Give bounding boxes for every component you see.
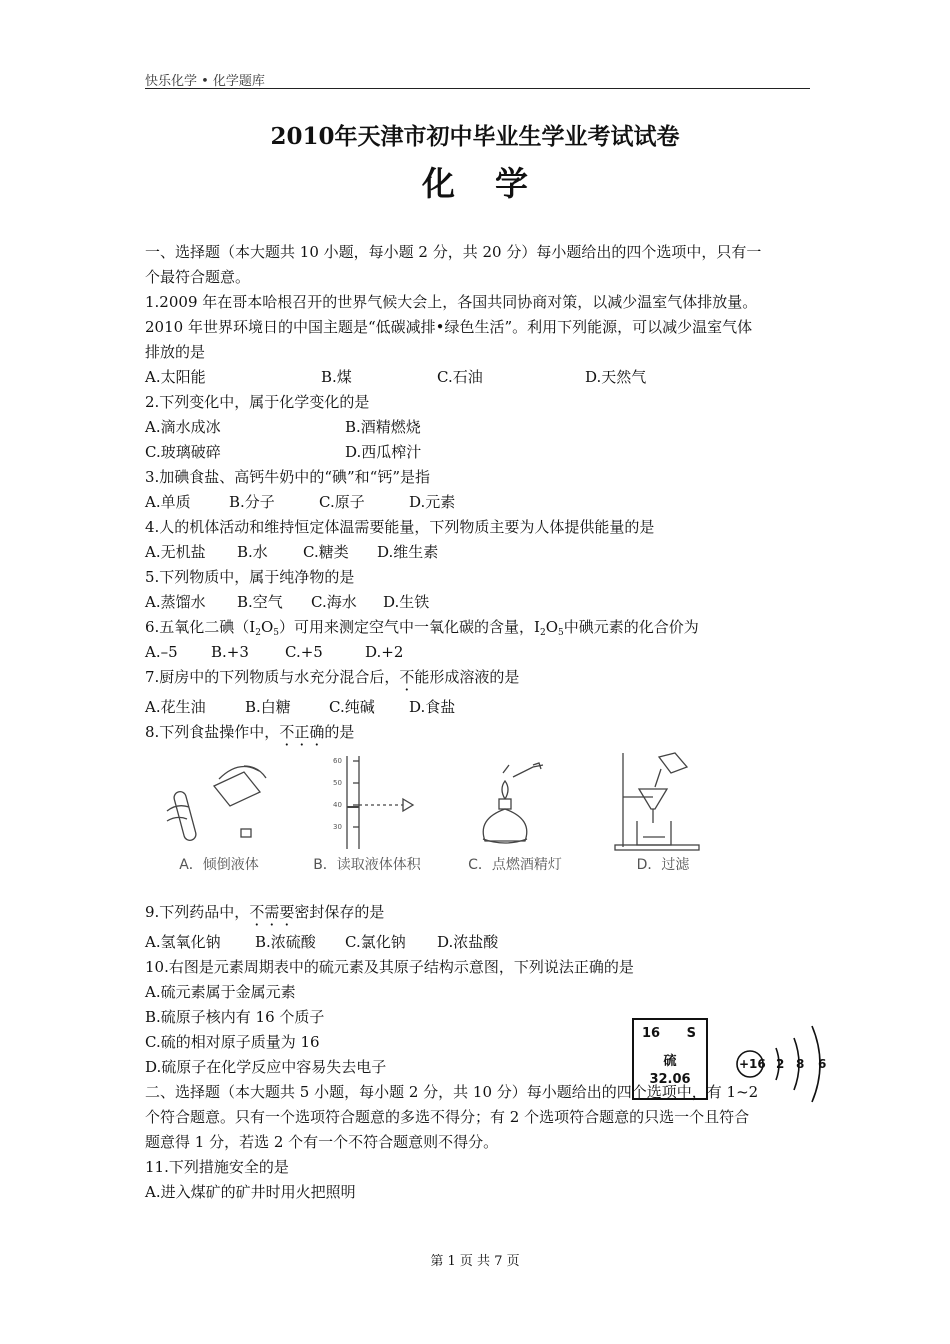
q1-option-c: C.石油 xyxy=(437,368,483,386)
q7-emphasis-char: 不 xyxy=(399,668,415,686)
q4-stem: 4.人的机体活动和维持恒定体温需要能量，下列物质主要为人体提供能量的是 xyxy=(145,518,655,536)
q8-emphasis-char-2: 正 xyxy=(294,723,310,741)
alcohol-lamp-illustration xyxy=(455,751,575,851)
q2-option-d: D.西瓜榨汁 xyxy=(345,443,422,461)
q8-figure-d xyxy=(589,751,737,886)
q6-stem-d: O xyxy=(545,618,559,636)
q2-options-row2 xyxy=(145,440,810,465)
cylinder-tick-30: 30 xyxy=(333,823,342,831)
q2-options-row1 xyxy=(145,415,810,440)
periodic-table-cell xyxy=(632,1018,708,1100)
q4-option-a: A.无机盐 xyxy=(145,543,206,561)
q2-option-b: B.酒精燃烧 xyxy=(345,418,421,436)
q9-stem xyxy=(145,900,810,930)
q8-stem-b: 的是 xyxy=(324,723,355,741)
q1-stem-line1: 1.2009 年在哥本哈根召开的世界气候大会上，各国共同协商对策，以减少温室气体排放量。 xyxy=(145,293,758,311)
section2-intro-line3: 题意得 1 分，若选 2 个有一个不符合题意则不得分。 xyxy=(145,1133,499,1151)
q8-figure-b xyxy=(293,751,441,886)
exam-subject: 化学 xyxy=(422,164,568,203)
cylinder-tick-40: 40 xyxy=(333,801,342,809)
q4-option-d: D.维生素 xyxy=(377,543,439,561)
q5-option-c: C.海水 xyxy=(311,593,357,611)
q9-emphasis-char-3: 要 xyxy=(279,903,295,921)
q4-option-c: C.糖类 xyxy=(303,543,349,561)
section2-intro-line1: 二、选择题（本大题共 5 小题，每小题 2 分，共 10 分）每小题给出的四个选项中，有 1~2 xyxy=(145,1083,759,1101)
q9-option-c: C.氯化钠 xyxy=(345,933,406,951)
q1-option-d: D.天然气 xyxy=(585,368,647,386)
q9-emphasis-char-2: 需 xyxy=(264,903,280,921)
q6-stem-c: ）可用来测定空气中一氧化碳的含量，I xyxy=(279,618,540,636)
page-footer: 第 1 页 共 7 页 xyxy=(430,1254,520,1269)
q7-option-c: C.纯碱 xyxy=(329,698,375,716)
q3-option-a: A.单质 xyxy=(145,493,191,511)
element-name: 硫 xyxy=(663,1054,677,1069)
q9-option-b: B.浓硫酸 xyxy=(255,933,316,951)
element-atomic-number: 16 xyxy=(642,1026,661,1041)
q10-option-a: A.硫元素属于金属元素 xyxy=(145,983,296,1001)
element-atomic-mass: 32.06 xyxy=(649,1072,691,1087)
q9-options xyxy=(145,930,810,955)
header-rule xyxy=(145,88,810,89)
q5-options xyxy=(145,590,810,615)
q1-stem-line3: 排放的是 xyxy=(145,343,206,361)
atom-shell-3: 6 xyxy=(818,1057,827,1071)
q1-option-b: B.煤 xyxy=(321,368,352,386)
atom-structure-diagram xyxy=(732,1018,832,1103)
q6-stem-a: 6.五氧化二碘（I xyxy=(145,618,256,636)
q8-figure-a-caption: A．倾倒液体 xyxy=(179,857,259,873)
q5-stem: 5.下列物质中，属于纯净物的是 xyxy=(145,568,355,586)
q7-option-b: B.白糖 xyxy=(245,698,291,716)
filtration-illustration xyxy=(603,751,723,851)
q2-option-a: A.滴水成冰 xyxy=(145,418,221,436)
q10-option-c: C.硫的相对原子质量为 16 xyxy=(145,1033,320,1051)
page-header: 快乐化学 • 化学题库 xyxy=(145,74,265,89)
q8-figure-d-caption: D．过滤 xyxy=(636,857,690,873)
q8-figure-a xyxy=(145,751,293,886)
q6-option-a: A.–5 xyxy=(145,643,178,661)
q3-option-b: B.分子 xyxy=(229,493,275,511)
q2-option-c: C.玻璃破碎 xyxy=(145,443,221,461)
q6-option-d: D.+2 xyxy=(365,643,404,661)
q6-sub-4: 5 xyxy=(558,628,564,638)
exam-title: 2010年天津市初中毕业生学业考试试卷 xyxy=(270,123,680,150)
q3-stem: 3.加碘食盐、高钙牛奶中的“碘”和“钙”是指 xyxy=(145,468,430,486)
q6-sub-1: 2 xyxy=(255,628,261,638)
q6-sub-3: 2 xyxy=(539,628,546,638)
q5-option-b: B.空气 xyxy=(237,593,283,611)
q8-figure-c-caption: C．点燃酒精灯 xyxy=(468,857,562,873)
q8-stem xyxy=(145,720,810,745)
q7-option-d: D.食盐 xyxy=(409,698,456,716)
q1-option-a: A.太阳能 xyxy=(145,368,206,386)
q8-figure-c xyxy=(441,751,589,886)
cylinder-tick-60: 60 xyxy=(333,757,342,765)
q8-emphasis-char-1: 不 xyxy=(279,723,295,741)
graduated-cylinder-illustration xyxy=(307,751,427,851)
q1-stem-line2: 2010 年世界环境日的中国主题是“低碳减排•绿色生活”。利用下列能源，可以减少温室气体 xyxy=(145,318,753,336)
q10-option-d: D.硫原子在化学反应中容易失去电子 xyxy=(145,1058,387,1076)
q7-stem xyxy=(145,665,810,695)
q7-options xyxy=(145,695,810,720)
q9-stem-a: 9.下列药品中， xyxy=(145,903,250,921)
q8-figures xyxy=(145,751,810,886)
section2-intro-line2: 个符合题意。只有一个选项符合题意的多选不得分；有 2 个选项符合题意的只选一个且符合 xyxy=(145,1108,750,1126)
q9-option-d: D.浓盐酸 xyxy=(437,933,499,951)
q4-options xyxy=(145,540,810,565)
q2-stem: 2.下列变化中，属于化学变化的是 xyxy=(145,393,370,411)
q11-stem: 11.下列措施安全的是 xyxy=(145,1158,289,1176)
section1-intro-line2: 个最符合题意。 xyxy=(145,268,251,286)
element-symbol: S xyxy=(686,1026,696,1041)
q6-stem xyxy=(145,615,810,640)
q3-option-d: D.元素 xyxy=(409,493,456,511)
q6-options xyxy=(145,640,810,665)
q9-option-a: A.氢氧化钠 xyxy=(145,933,221,951)
atom-shell-1: 2 xyxy=(776,1057,785,1071)
q1-options xyxy=(145,365,810,390)
atom-shell-2: 8 xyxy=(796,1057,805,1071)
q7-option-a: A.花生油 xyxy=(145,698,206,716)
q3-options xyxy=(145,490,810,515)
q6-sub-2: 5 xyxy=(273,628,280,638)
q8-stem-a: 8.下列食盐操作中， xyxy=(145,723,280,741)
q9-stem-b: 密封保存的是 xyxy=(294,903,385,921)
q4-option-b: B.水 xyxy=(237,543,268,561)
q6-stem-e: 中碘元素的化合价为 xyxy=(563,618,699,636)
section1-intro-line1: 一、选择题（本大题共 10 小题，每小题 2 分，共 20 分）每小题给出的四个选项中，只有一 xyxy=(145,243,762,261)
q7-stem-b: 能形成溶液的是 xyxy=(414,668,520,686)
q7-stem-a: 7.厨房中的下列物质与水充分混合后， xyxy=(145,668,400,686)
q5-option-d: D.生铁 xyxy=(383,593,430,611)
sulfur-element-figure xyxy=(632,1018,832,1103)
q8-emphasis-char-3: 确 xyxy=(309,723,325,741)
q9-emphasis-char-1: 不 xyxy=(249,903,265,921)
q6-option-b: B.+3 xyxy=(211,643,249,661)
q3-option-c: C.原子 xyxy=(319,493,365,511)
pour-liquid-illustration xyxy=(159,751,279,851)
q6-option-c: C.+5 xyxy=(285,643,323,661)
cylinder-tick-50: 50 xyxy=(333,779,342,787)
q10-stem: 10.右图是元素周期表中的硫元素及其原子结构示意图，下列说法正确的是 xyxy=(145,958,634,976)
q5-option-a: A.蒸馏水 xyxy=(145,593,206,611)
atom-nucleus-charge: +16 xyxy=(739,1057,766,1071)
q8-figure-b-caption: B．读取液体体积 xyxy=(313,857,421,873)
q11-option-a: A.进入煤矿的矿井时用火把照明 xyxy=(145,1183,356,1201)
q6-stem-b: O xyxy=(260,618,274,636)
q10-option-b: B.硫原子核内有 16 个质子 xyxy=(145,1008,325,1026)
